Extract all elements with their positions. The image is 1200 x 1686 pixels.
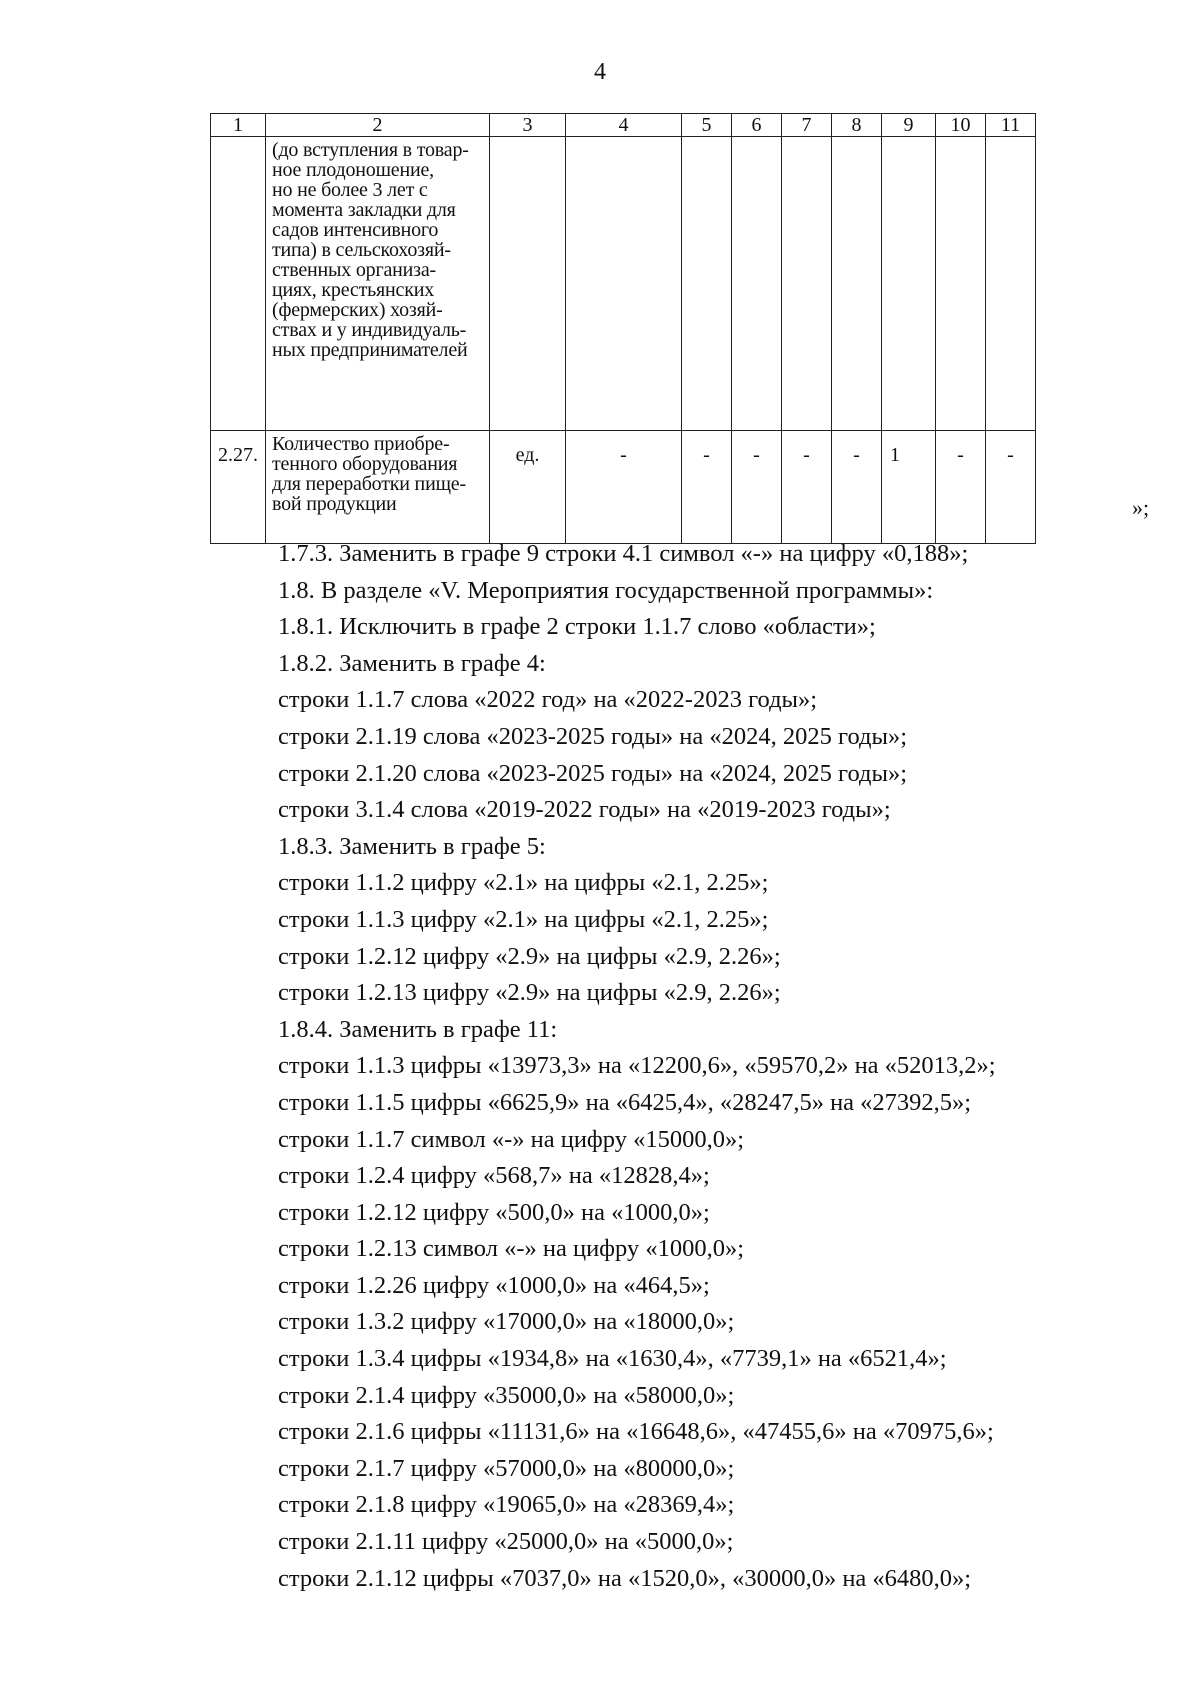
table-cell bbox=[490, 137, 566, 431]
table-row bbox=[211, 137, 1036, 431]
header-cell: 10 bbox=[936, 114, 986, 137]
table-cell bbox=[732, 137, 782, 431]
value-cell: 1 bbox=[882, 431, 936, 544]
text-line: строки 2.1.8 цифру «19065,0» на «28369,4»; bbox=[278, 1491, 735, 1519]
header-cell: 5 bbox=[682, 114, 732, 137]
header-cell: 9 bbox=[882, 114, 936, 137]
indicators-table bbox=[210, 113, 1036, 544]
value-cell: - bbox=[682, 431, 732, 544]
description-line: типа) в сельскохозяй- bbox=[272, 239, 451, 261]
text-line: строки 1.2.13 цифру «2.9» на цифры «2.9, 2.26»; bbox=[278, 979, 781, 1007]
table-row bbox=[211, 431, 1036, 544]
table-cell bbox=[566, 137, 682, 431]
text-line: строки 1.2.12 цифру «2.9» на цифры «2.9, 2.26»; bbox=[278, 942, 781, 970]
text-line: строки 2.1.19 слова «2023-2025 годы» на «2024, 2025 годы»; bbox=[278, 722, 908, 750]
text-line: строки 3.1.4 слова «2019-2022 годы» на «2019-2023 годы»; bbox=[278, 796, 891, 824]
closing-quote-mark: »; bbox=[1132, 495, 1150, 520]
header-cell: 11 bbox=[986, 114, 1036, 137]
description-line: ное плодоношение, bbox=[272, 159, 434, 181]
amendment-text bbox=[278, 536, 1178, 1597]
table-header-row bbox=[211, 114, 1036, 137]
row-description bbox=[266, 431, 490, 544]
table-cell bbox=[936, 137, 986, 431]
text-line: строки 2.1.6 цифры «11131,6» на «16648,6», «47455,6» на «70975,6»; bbox=[278, 1418, 994, 1446]
text-line: 1.8.2. Заменить в графе 4: bbox=[278, 649, 546, 677]
value-cell: - bbox=[832, 431, 882, 544]
text-line: строки 1.1.5 цифры «6625,9» на «6425,4», «28247,5» на «27392,5»; bbox=[278, 1088, 972, 1116]
text-line: строки 1.2.4 цифру «568,7» на «12828,4»; bbox=[278, 1162, 710, 1190]
text-line: 1.8.1. Исключить в графе 2 строки 1.1.7 слово «области»; bbox=[278, 613, 876, 641]
page-number: 4 bbox=[594, 59, 606, 85]
value-cell: - bbox=[936, 431, 986, 544]
text-line: строки 2.1.12 цифры «7037,0» на «1520,0», «30000,0» на «6480,0»; bbox=[278, 1564, 972, 1592]
row-description bbox=[266, 137, 490, 431]
table-cell bbox=[832, 137, 882, 431]
description-line: ствах и у индивидуаль- bbox=[272, 319, 467, 341]
text-line: строки 1.2.12 цифру «500,0» на «1000,0»; bbox=[278, 1198, 710, 1226]
text-line: 1.8.3. Заменить в графе 5: bbox=[278, 832, 546, 860]
description-line: (до вступления в товар- bbox=[272, 139, 469, 161]
text-line: строки 1.1.7 символ «-» на цифру «15000,0»; bbox=[278, 1125, 745, 1153]
table-cell bbox=[211, 137, 266, 431]
text-line: строки 1.1.2 цифру «2.1» на цифры «2.1, 2.25»; bbox=[278, 869, 769, 897]
text-line: строки 2.1.20 слова «2023-2025 годы» на «2024, 2025 годы»; bbox=[278, 759, 908, 787]
text-line: строки 1.2.26 цифру «1000,0» на «464,5»; bbox=[278, 1271, 710, 1299]
description-line: для переработки пище- bbox=[272, 473, 466, 495]
text-line: 1.8. В разделе «V. Мероприятия государственной программы»: bbox=[278, 576, 934, 604]
text-line: 1.7.3. Заменить в графе 9 строки 4.1 символ «-» на цифру «0,188»; bbox=[278, 540, 969, 567]
description-line: вой продукции bbox=[272, 493, 397, 515]
header-cell: 4 bbox=[566, 114, 682, 137]
text-line: строки 2.1.11 цифру «25000,0» на «5000,0»; bbox=[278, 1528, 734, 1556]
description-line: Количество приобре- bbox=[272, 433, 450, 455]
table-cell bbox=[782, 137, 832, 431]
header-cell: 2 bbox=[266, 114, 490, 137]
row-number: 2.27. bbox=[211, 431, 266, 544]
description-line: тенного оборудования bbox=[272, 453, 458, 475]
text-line: строки 1.1.3 цифру «2.1» на цифры «2.1, 2.25»; bbox=[278, 905, 769, 933]
text-line: строки 1.2.13 символ «-» на цифру «1000,0»; bbox=[278, 1235, 745, 1263]
description-line: но не более 3 лет с bbox=[272, 179, 428, 201]
unit-cell: ед. bbox=[490, 431, 566, 544]
description-line: момента закладки для bbox=[272, 199, 456, 221]
text-line: строки 1.3.4 цифры «1934,8» на «1630,4», «7739,1» на «6521,4»; bbox=[278, 1345, 947, 1373]
header-cell: 6 bbox=[732, 114, 782, 137]
text-line: 1.8.4. Заменить в графе 11: bbox=[278, 1015, 558, 1043]
description-line: садов интенсивного bbox=[272, 219, 439, 241]
description-line: циях, крестьянских bbox=[272, 279, 435, 301]
text-line: строки 1.3.2 цифру «17000,0» на «18000,0»; bbox=[278, 1308, 735, 1336]
value-cell: - bbox=[566, 431, 682, 544]
header-cell: 3 bbox=[490, 114, 566, 137]
text-line: строки 2.1.7 цифру «57000,0» на «80000,0»; bbox=[278, 1454, 735, 1482]
description-line: (фермерских) хозяй- bbox=[272, 299, 443, 321]
table-cell bbox=[682, 137, 732, 431]
header-cell: 1 bbox=[211, 114, 266, 137]
value-cell: - bbox=[732, 431, 782, 544]
text-line: строки 1.1.3 цифры «13973,3» на «12200,6», «59570,2» на «52013,2»; bbox=[278, 1052, 996, 1080]
text-line: строки 2.1.4 цифру «35000,0» на «58000,0»; bbox=[278, 1381, 735, 1409]
header-cell: 8 bbox=[832, 114, 882, 137]
value-cell: - bbox=[986, 431, 1036, 544]
table-cell bbox=[882, 137, 936, 431]
description-line: ных предпринимателей bbox=[272, 339, 468, 361]
table-cell bbox=[986, 137, 1036, 431]
value-cell: - bbox=[782, 431, 832, 544]
header-cell: 7 bbox=[782, 114, 832, 137]
text-line: строки 1.1.7 слова «2022 год» на «2022-2023 годы»; bbox=[278, 686, 818, 714]
description-line: ственных организа- bbox=[272, 259, 436, 281]
